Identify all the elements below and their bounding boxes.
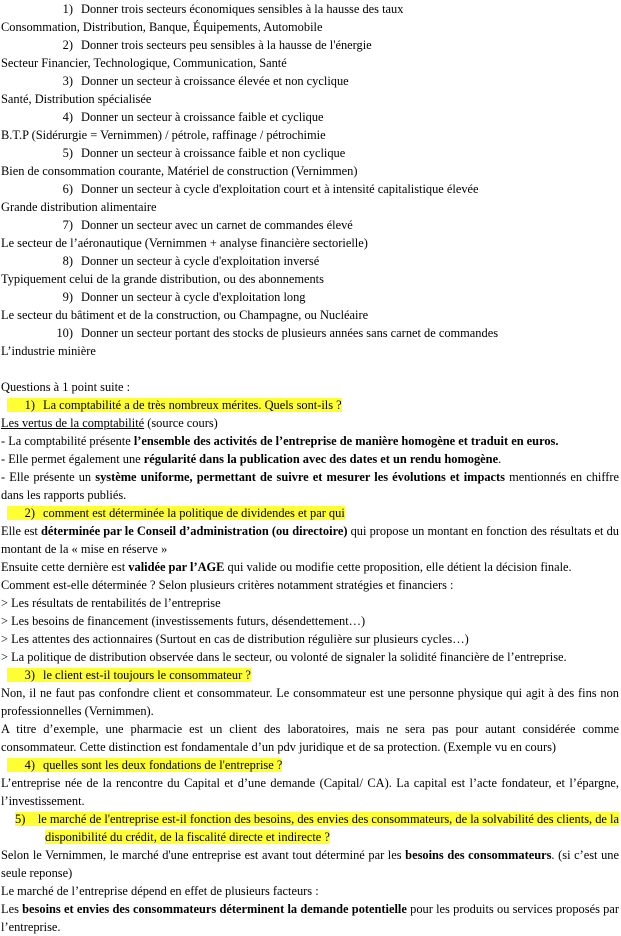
question-7: 7) Donner un secteur avec un carnet de commandes élevé — [62, 218, 353, 232]
section-heading: Questions à 1 point suite : — [1, 380, 131, 394]
market-para-3: Les besoins et envies des consommateurs déterminent la demande potentielle pour les produits ou services proposés par l’entreprise. — [1, 902, 619, 934]
market-para-2: Le marché de l’entreprise dépend en effet de plusieurs facteurs : — [1, 884, 319, 898]
question-2: 2) Donner trois secteurs peu sensibles à la hausse de l'énergie — [62, 38, 372, 52]
vertu-3: - Elle présente un système uniforme, permettant de suivre et mesurer les évolutions et impacts mentionnés en chiffre dans les rapports publiés. — [1, 470, 619, 502]
question-9: 9) Donner un secteur à cycle d'exploitation long — [62, 290, 306, 304]
criterion-2: > Les besoins de financement (investissements futurs, désendettement…) — [1, 614, 366, 628]
foundation-para: L’entreprise née de la rencontre du Capital et d’une demande (Capital/ CA). La capital est l’acte fondateur, et l’épargne, l’investissement. — [1, 776, 619, 808]
answer-1: Consommation, Distribution, Banque, Équipements, Automobile — [1, 20, 323, 34]
question-5: 5) Donner un secteur à croissance faible et non cyclique — [62, 146, 346, 160]
highlight-question-5: 5) le marché de l'entreprise est-il fonction des besoins, des envies des consommateurs, de la solvabilité des clients, de la disponibilité du crédit, de la fiscalité directe et indirecte ? — [15, 812, 620, 844]
answer-3: Santé, Distribution spécialisée — [1, 92, 152, 106]
dividend-para-2: Ensuite cette dernière est validée par l’AGE qui valide ou modifie cette proposition, elle détient la décision finale. — [1, 560, 572, 574]
highlight-question-2: 2) comment est déterminée la politique de dividendes et par qui — [1, 504, 619, 522]
answer-2: Secteur Financier, Technologique, Communication, Santé — [1, 56, 287, 70]
question-3: 3) Donner un secteur à croissance élevée et non cyclique — [62, 74, 349, 88]
client-para-2: A titre d’exemple, une pharmacie est un client des laboratoires, mais ne sera pas pour autant considérée comme consommateur. Cette distinction est fondamentale d’un pdv juridique et de sa protection. (Exemple vu en cours) — [1, 722, 619, 754]
answer-6: Grande distribution alimentaire — [1, 200, 157, 214]
question-4: 4) Donner un secteur à croissance faible et cyclique — [62, 110, 324, 124]
question-6: 6) Donner un secteur à cycle d'exploitation court et à intensité capitalistique élevée — [62, 182, 479, 196]
answer-5: Bien de consommation courante, Matériel de construction (Vernimmen) — [1, 164, 358, 178]
highlight-question-1: 1) La comptabilité a de très nombreux mérites. Quels sont-ils ? — [1, 396, 619, 414]
question-1: 1) Donner trois secteurs économiques sensibles à la hausse des taux — [62, 2, 404, 16]
vertu-2: - Elle permet également une régularité dans la publication avec des dates et un rendu homogène. — [1, 452, 502, 466]
answer-7: Le secteur de l’aéronautique (Vernimmen + analyse financière sectorielle) — [1, 236, 368, 250]
answer-8: Typiquement celui de la grande distribution, ou des abonnements — [1, 272, 324, 286]
client-para-1: Non, il ne faut pas confondre client et consommateur. Le consommateur est une personne physique qui agit à des fins non professionnelles (Vernimmen). — [1, 686, 619, 718]
criterion-3: > Les attentes des actionnaires (Surtout en cas de distribution régulière sur plusieurs cycles…) — [1, 632, 469, 646]
spacer — [1, 360, 619, 378]
answer-9: Le secteur du bâtiment et de la construction, ou Champagne, ou Nucléaire — [1, 308, 369, 322]
vertu-1: - La comptabilité présente l’ensemble des activités de l’entreprise de manière homogène et traduit en euros. — [1, 434, 559, 448]
dividend-para-1: Elle est déterminée par le Conseil d’administration (ou directoire) qui propose un montant en fonction des résultats et du montant de la « mise en réserve » — [1, 524, 619, 556]
answer-4: B.T.P (Sidérurgie = Vernimmen) / pétrole, raffinage / pétrochimie — [1, 128, 326, 142]
one-point-questions — [1, 378, 619, 936]
question-8: 8) Donner un secteur à cycle d'exploitation inversé — [62, 254, 320, 268]
highlight-question-3: 3) le client est-il toujours le consommateur ? — [1, 666, 619, 684]
highlight-question-4: 4) quelles sont les deux fondations de l'entreprise ? — [1, 756, 619, 774]
dividend-para-3: Comment est-elle déterminée ? Selon plusieurs critères notamment stratégies et financiers : — [1, 578, 454, 592]
criterion-4: > La politique de distribution observée dans le secteur, ou volonté de signaler la solidité financière de l’entreprise. — [1, 650, 567, 664]
answer-10: L’industrie minière — [1, 344, 96, 358]
market-para-1: Selon le Vernimmen, le marché d'une entreprise est avant tout déterminé par les besoins des consommateurs. (si c’est une seule reponse) — [1, 848, 619, 880]
vertus-heading: Les vertus de la comptabilité (source cours) — [1, 416, 218, 430]
sector-questions — [1, 0, 619, 360]
question-10: 10) Donner un secteur portant des stocks de plusieurs années sans carnet de commandes — [56, 326, 499, 340]
criterion-1: > Les résultats de rentabilités de l’entreprise — [1, 596, 221, 610]
